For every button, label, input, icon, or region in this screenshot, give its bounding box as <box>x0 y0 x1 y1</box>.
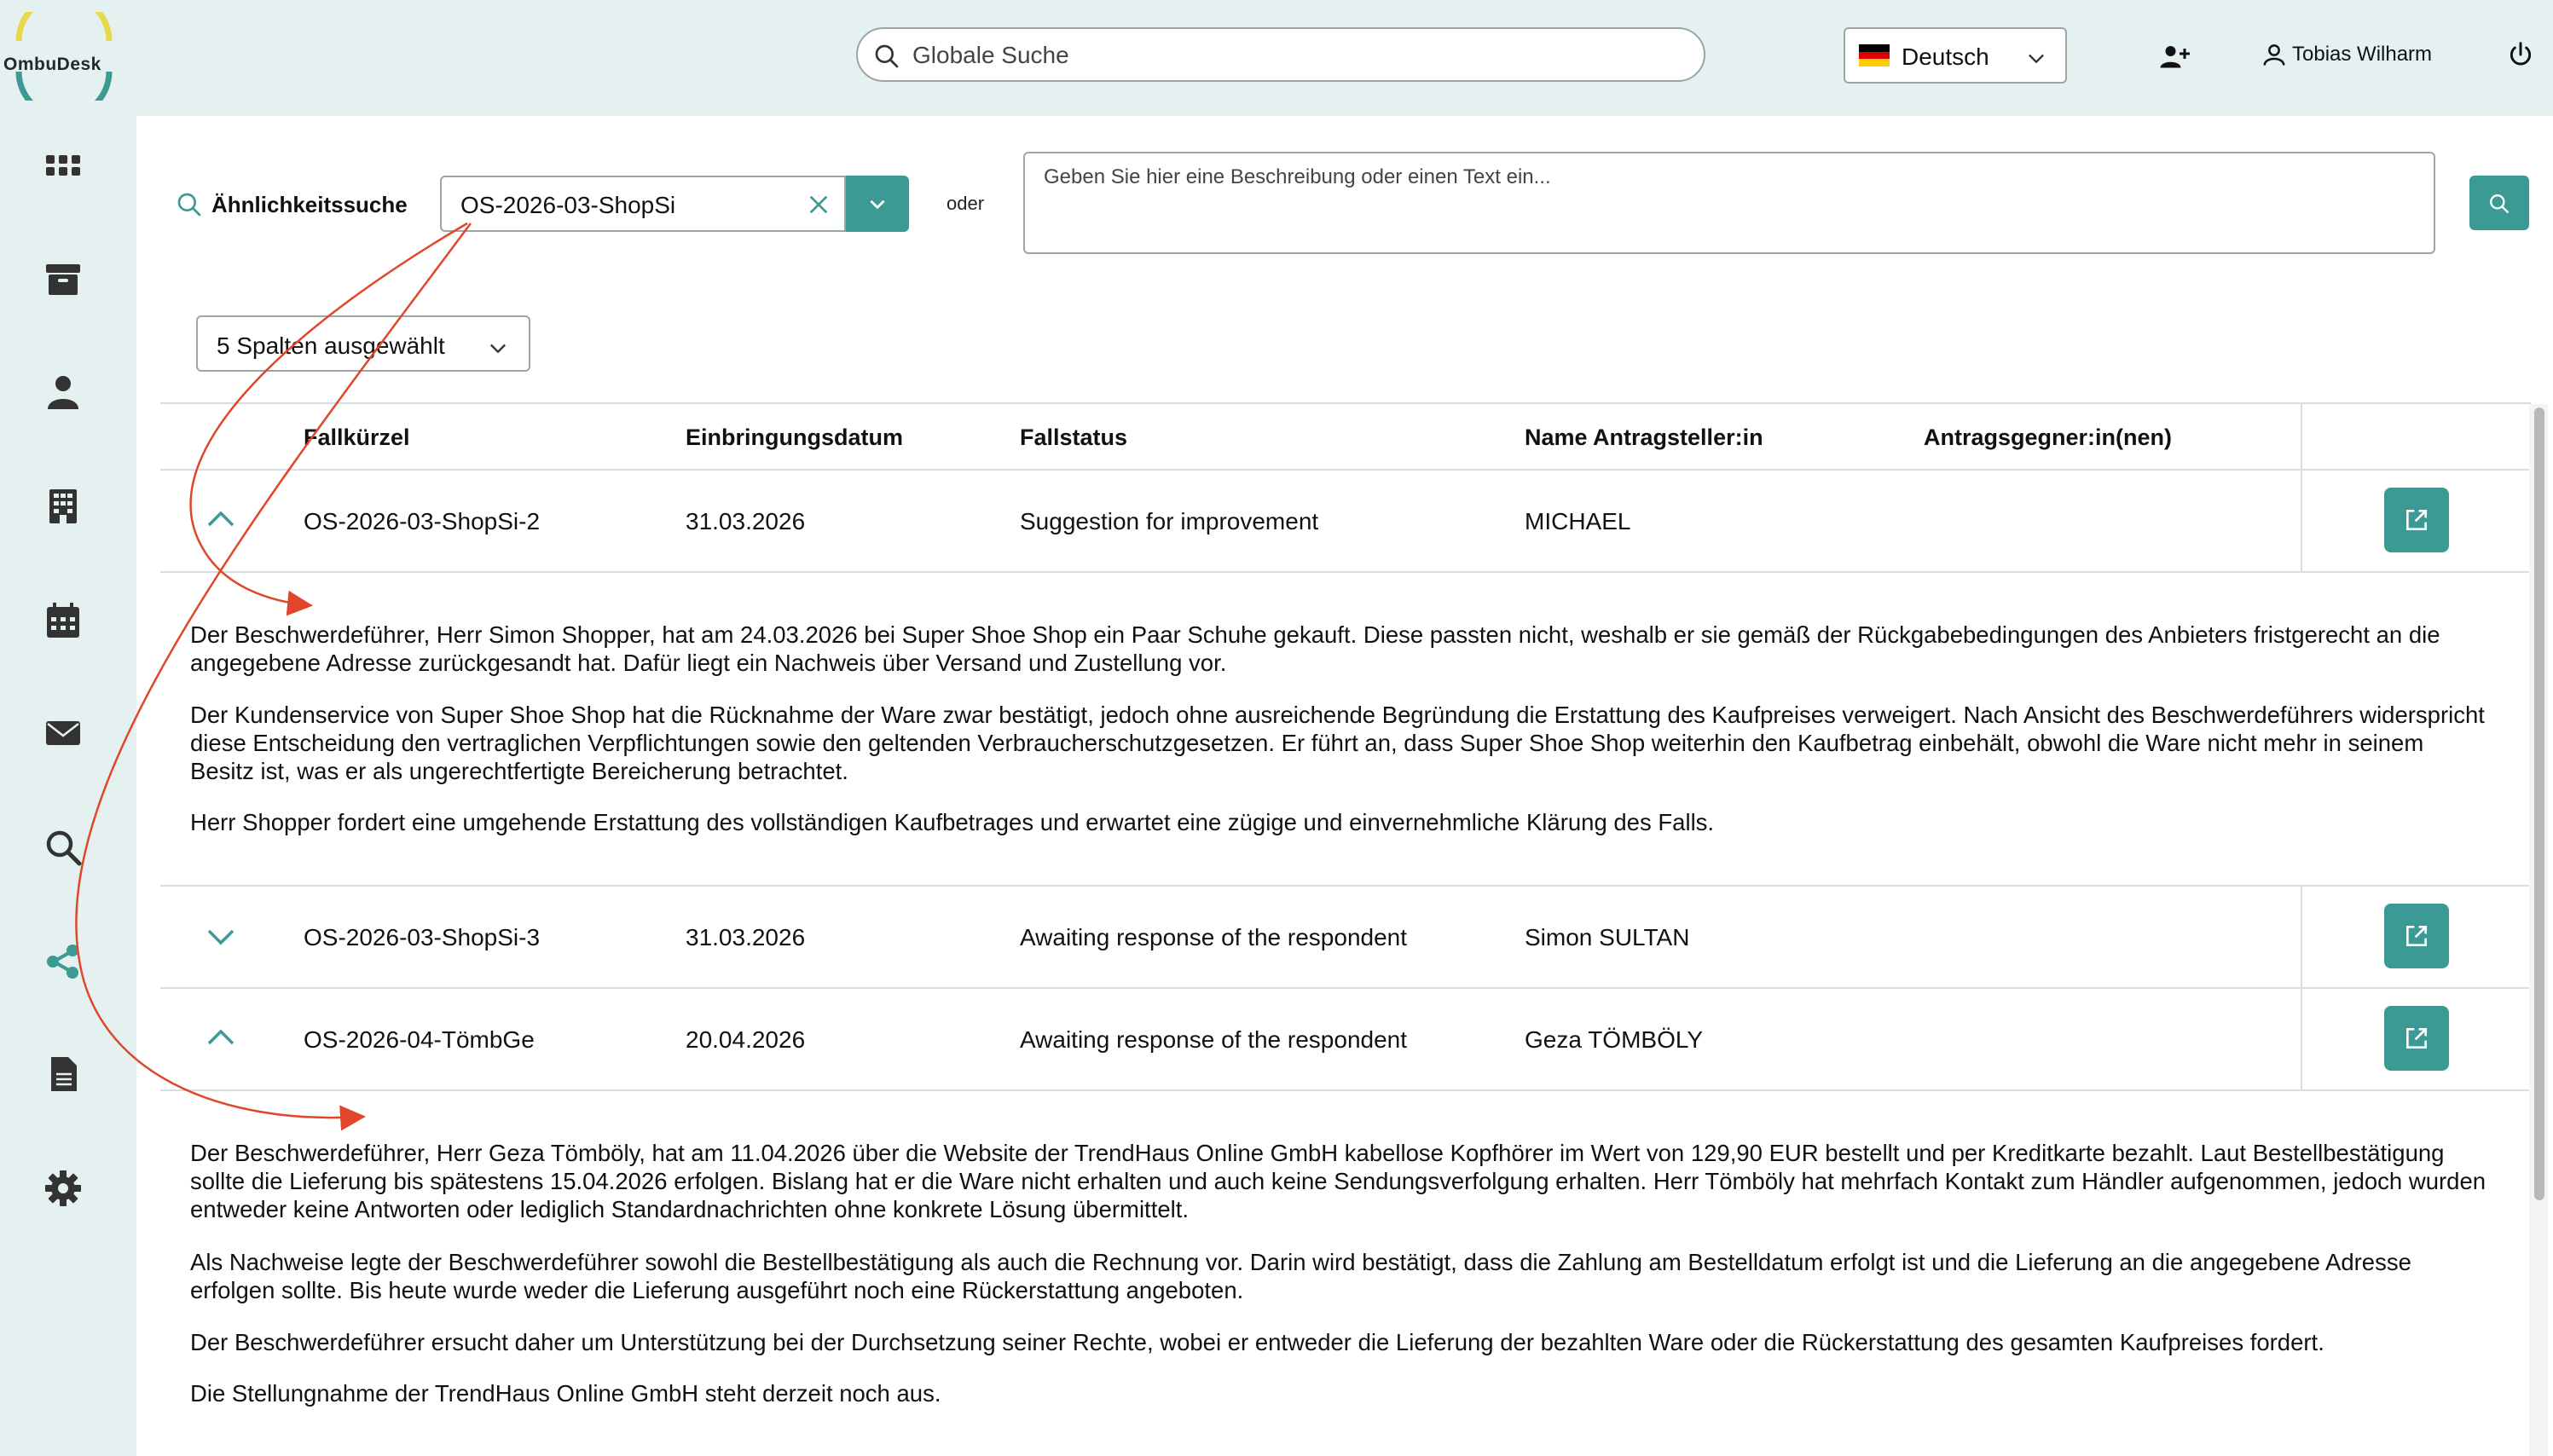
column-header-date[interactable]: Einbringungsdatum <box>686 425 903 450</box>
case-id-cell[interactable]: OS-2026-03-ShopSi-3 <box>304 924 541 950</box>
column-header-applicant[interactable]: Name Antragsteller:in <box>1525 425 1763 450</box>
column-header-status[interactable]: Fallstatus <box>1020 425 1128 450</box>
chevron-up-icon[interactable] <box>203 1025 239 1050</box>
open-case-button[interactable] <box>2384 488 2449 552</box>
columns-select[interactable] <box>196 315 530 372</box>
case-id-cell[interactable]: OS-2026-03-ShopSi-2 <box>304 508 541 534</box>
user-icon[interactable] <box>2261 41 2287 68</box>
description-paragraph: Der Kundenservice von Super Shoe Shop hat die Rücknahme der Ware zwar bestätigt, jedoch ohne ausreichende Begründung die Erstattung des Kaufpreises verweigert. Nach Ansicht des Beschwerdeführers widerspricht diese Entscheidung den vertraglichen Verpflichtungen sowie den geltenden Verbraucherschutzgesetzen. Er führt an, dass Super Shoe Shop weiterhin den Kaufbetrag einbehält, obwohl die Ware nicht mehr in seinem Besitz ist, was er als ungerechtfertigte Bereicherung betrachtet. <box>190 702 2485 784</box>
table-divider <box>160 987 2531 989</box>
chevron-down-icon <box>866 193 889 215</box>
search-icon <box>873 43 900 70</box>
description-textarea[interactable] <box>1023 152 2435 254</box>
sidebar <box>0 116 136 1456</box>
open-case-button[interactable] <box>2384 1006 2449 1071</box>
settings-gear-icon[interactable] <box>43 1168 84 1209</box>
search-icon <box>2488 193 2510 215</box>
global-search[interactable] <box>856 27 1705 82</box>
column-header-respondent[interactable]: Antragsgegner:in(nen) <box>1924 425 2173 450</box>
case-id-dropdown-button[interactable] <box>846 176 909 232</box>
case-id-value: OS-2026-03-ShopSi <box>460 192 676 218</box>
status-cell: Awaiting response of the respondent <box>1020 924 1408 950</box>
mail-icon[interactable] <box>43 713 84 754</box>
german-flag-icon <box>1859 44 1890 66</box>
case-id-select[interactable] <box>440 176 846 232</box>
person-icon[interactable] <box>43 372 84 413</box>
status-cell: Awaiting response of the respondent <box>1020 1026 1408 1053</box>
date-cell: 31.03.2026 <box>686 508 806 534</box>
user-name[interactable]: Tobias Wilharm <box>2292 43 2433 66</box>
global-search-input[interactable] <box>911 38 1682 73</box>
applicant-cell: Geza TÖMBÖLY <box>1525 1026 1704 1053</box>
columns-select-label: 5 Spalten ausgewählt <box>217 332 445 359</box>
language-label: Deutsch <box>1902 43 1989 70</box>
table-divider <box>160 469 2531 471</box>
building-icon[interactable] <box>43 486 84 527</box>
date-cell: 20.04.2026 <box>686 1026 806 1053</box>
table-divider <box>160 571 2531 573</box>
table-divider <box>160 885 2531 887</box>
search-icon[interactable] <box>43 827 84 868</box>
case-id-cell[interactable]: OS-2026-04-TömbGe <box>304 1026 535 1053</box>
description-paragraph: Der Beschwerdeführer, Herr Geza Tömböly, hat am 11.04.2026 über die Website der TrendHaus Online GmbH kabellose Kopfhörer im Wert von 129,90 EUR bestellt und per Kreditkarte bezahlt. Laut Bestellbestätigung sollte die Lieferung bis spätestens 15.04.2026 erfolgen. Bislang hat er die Ware nicht erhalten und auch keine Sendungsverfolgung erhalten. Herr Tömböly hat mehrfach Kontakt zum Händler aufgenommen, jedoch wurden entweder keine Antworten oder lediglich Standardnachrichten ohne konkrete Lösung übermittelt. <box>190 1140 2486 1222</box>
description-paragraph: Als Nachweise legte der Beschwerdeführer sowohl die Bestellbestätigung als auch die Rechnung vor. Darin wird bestätigt, dass die Zahlung am Bestelldatum erfolgt ist und die Lieferung an die angegebene Adresse erfolgen sollte. Bis heute wurde weder die Lieferung ausgeführt noch eine Rückerstattung angeboten. <box>190 1249 2411 1303</box>
chevron-down-icon <box>486 336 510 360</box>
table-divider <box>2301 402 2302 573</box>
logo-text: OmbuDesk <box>3 55 101 74</box>
external-link-icon <box>2403 1025 2430 1052</box>
scrollbar-thumb[interactable] <box>2534 407 2544 1200</box>
description-paragraph: Herr Shopper fordert eine umgehende Erstattung des vollständigen Kaufbetrages und erwartet eine zügige und einvernehmliche Klärung des Falls. <box>190 809 1715 835</box>
similarity-search-icon <box>176 191 203 218</box>
external-link-icon <box>2403 506 2430 534</box>
applicant-cell: Simon SULTAN <box>1525 924 1690 950</box>
language-select[interactable] <box>1844 27 2067 84</box>
status-cell: Suggestion for improvement <box>1020 508 1319 534</box>
clear-icon[interactable] <box>805 191 832 218</box>
table-divider <box>160 1089 2531 1091</box>
calendar-icon[interactable] <box>43 600 84 641</box>
column-header-case-id[interactable]: Fallkürzel <box>304 425 410 450</box>
table-divider <box>160 402 2531 404</box>
chevron-down-icon[interactable] <box>203 924 239 950</box>
table-divider <box>2301 885 2302 1091</box>
applicant-cell: MICHAEL <box>1525 508 1631 534</box>
document-icon[interactable] <box>43 1054 84 1095</box>
description-paragraph: Der Beschwerdeführer ersucht daher um Unterstützung bei der Durchsetzung seiner Rechte, wobei er entweder die Lieferung der bezahlten Ware oder die Rückerstattung des gesamten Kaufpreises fordert. <box>190 1329 2324 1355</box>
dashboard-grid-icon[interactable] <box>43 145 84 186</box>
similarity-search-label: Ähnlichkeitssuche <box>211 192 408 217</box>
description-paragraph: Die Stellungnahme der TrendHaus Online GmbH steht derzeit noch aus. <box>190 1380 941 1407</box>
similarity-search-button[interactable] <box>2469 176 2529 230</box>
external-link-icon <box>2403 922 2430 950</box>
open-case-button[interactable] <box>2384 904 2449 968</box>
top-bar <box>0 0 2553 116</box>
app-logo[interactable] <box>0 12 128 101</box>
or-label: oder <box>947 193 985 214</box>
power-icon[interactable] <box>2507 41 2534 68</box>
chevron-up-icon[interactable] <box>203 506 239 532</box>
description-paragraph: Der Beschwerdeführer, Herr Simon Shopper, hat am 24.03.2026 bei Super Shoe Shop ein Paar Schuhe gekauft. Diese passten nicht, weshalb er sie gemäß der Rückgabebedingungen des Anbieters fristgerecht an die angegebene Adresse zurückgesandt hat. Dafür liegt ein Nachweis über Versand und Zustellung vor. <box>190 621 2440 676</box>
add-user-icon[interactable] <box>2159 41 2190 72</box>
scrollbar[interactable] <box>2529 404 2548 1456</box>
chevron-down-icon <box>2024 46 2048 70</box>
archive-icon[interactable] <box>43 259 84 300</box>
share-icon[interactable] <box>43 941 84 982</box>
date-cell: 31.03.2026 <box>686 924 806 950</box>
